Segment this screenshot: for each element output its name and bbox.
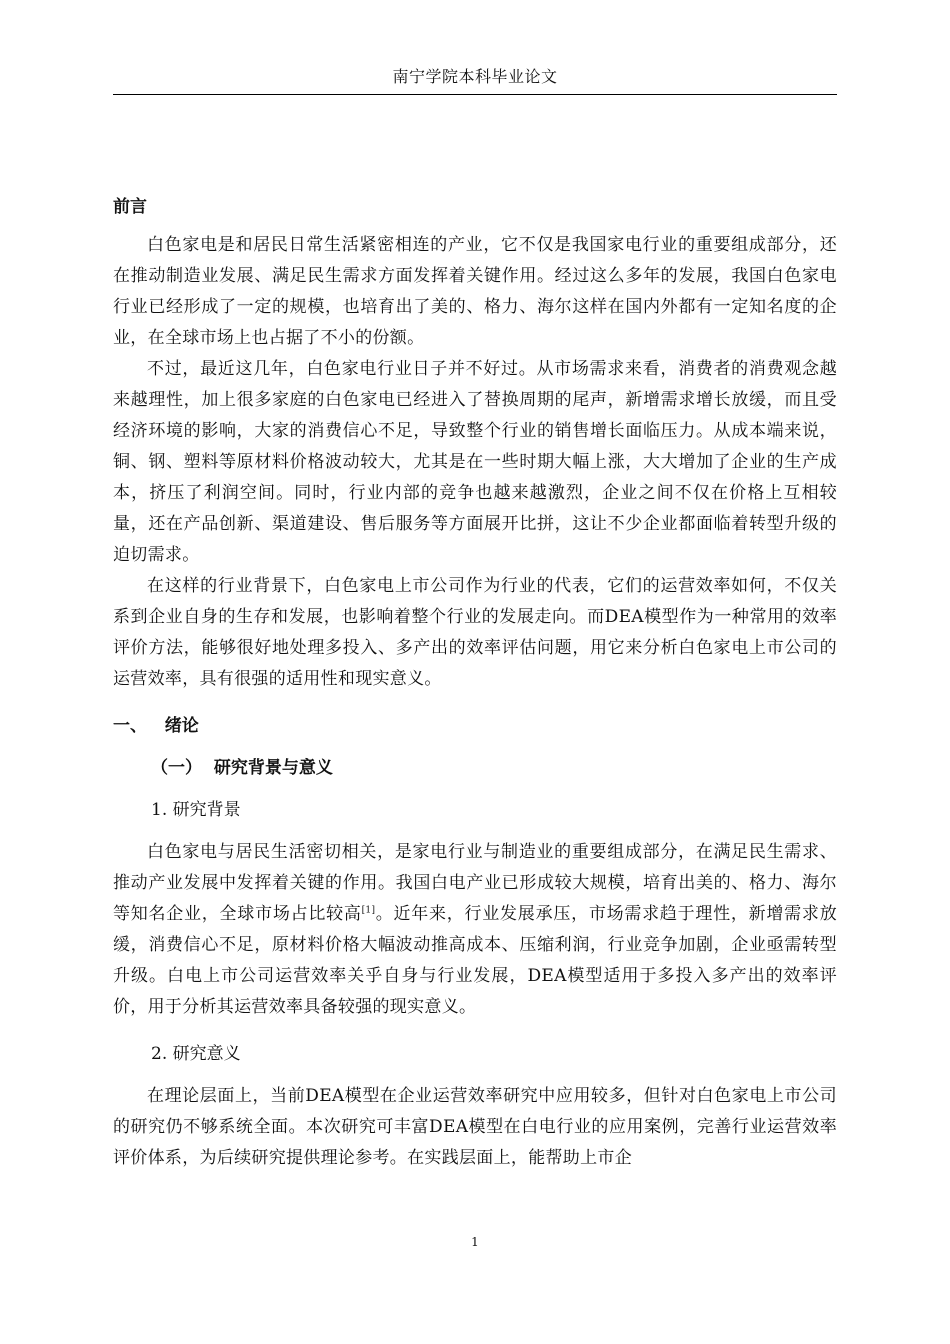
chapter-number: 一、 <box>113 716 147 736</box>
section-number: （一） <box>151 758 202 778</box>
header-rule <box>113 94 837 95</box>
section-title: 研究背景与意义 <box>213 758 333 778</box>
preface-heading: 前言 <box>113 197 147 217</box>
background-paragraph <box>113 837 837 1023</box>
preface-paragraph-1: 白色家电是和居民日常生活紧密相连的产业，它不仅是我国家电行业的重要组成部分，还在推动制造业发展、满足民生需求方面发挥着关键作用。经过这么多年的发展，我国白色家电行业已经形成了一定的规模，也培育出了美的、格力、海尔这样在国内外都有一定知名度的企业，在全球市场上也占据了不小的份额。 <box>113 235 837 348</box>
section-heading <box>151 751 837 785</box>
preface-paragraph-2: 不过，最近这几年，白色家电行业日子并不好过。从市场需求来看，消费者的消费观念越来越理性，加上很多家庭的白色家电已经进入了替换周期的尾声，新增需求增长放缓，而且受经济环境的影响，大家的消费信心不足，导致整个行业的销售增长面临压力。从成本端来说，铜、钢、塑料等原材料价格波动较大，尤其是在一些时期大幅上涨，大大增加了企业的生产成本，挤压了利润空间。同时，行业内部的竞争也越来越激烈，企业之间不仅在价格上互相较量，还在产品创新、渠道建设、售后服务等方面展开比拼，这让不少企业都面临着转型升级的迫切需求。 <box>113 359 837 565</box>
page-number: 1 <box>471 1235 479 1249</box>
page-body <box>113 190 837 1174</box>
significance-paragraph: 在理论层面上，当前DEA模型在企业运营效率研究中应用较多，但针对白色家电上市公司的研究仍不够系统全面。本次研究可丰富DEA模型在白电行业的应用案例，完善行业运营效率评价体系，为后续研究提供理论参考。在实践层面上，能帮助上市企 <box>113 1086 837 1168</box>
running-header: 南宁学院本科毕业论文 <box>392 67 558 86</box>
subsection-heading-background: 1. 研究背景 <box>151 800 241 820</box>
citation-marker: [1] <box>361 905 376 916</box>
background-text-end: 。近年来，行业发展承压，市场需求趋于理性，新增需求放缓，消费信心不足，原材料价格大幅波动推高成本、压缩利润，行业竞争加剧，企业亟需转型升级。白电上市公司运营效率关乎自身与行业发展，DEA模型适用于多投入多产出的效率评价，用于分析其运营效率具备较强的现实意义。 <box>113 904 837 1017</box>
chapter-title: 绪论 <box>164 716 199 736</box>
background-text-start: 白色家电与居民生活密切相关，是家电行业与制造业的重要组成部分，在满足民生需求、推动产业发展中发挥着关键的作用。我国白电产业已形成较大规模，培育出美的、格力、海尔等知名企业，全球市场占比较高 <box>113 842 837 924</box>
subsection-heading-significance: 2. 研究意义 <box>151 1044 241 1064</box>
chapter-heading <box>113 709 837 743</box>
preface-paragraph-3: 在这样的行业背景下，白色家电上市公司作为行业的代表，它们的运营效率如何，不仅关系到企业自身的生存和发展，也影响着整个行业的发展走向。而DEA模型作为一种常用的效率评价方法，能够很好地处理多投入、多产出的效率评估问题，用它来分析白色家电上市公司的运营效率，具有很强的适用性和现实意义。 <box>113 576 837 689</box>
